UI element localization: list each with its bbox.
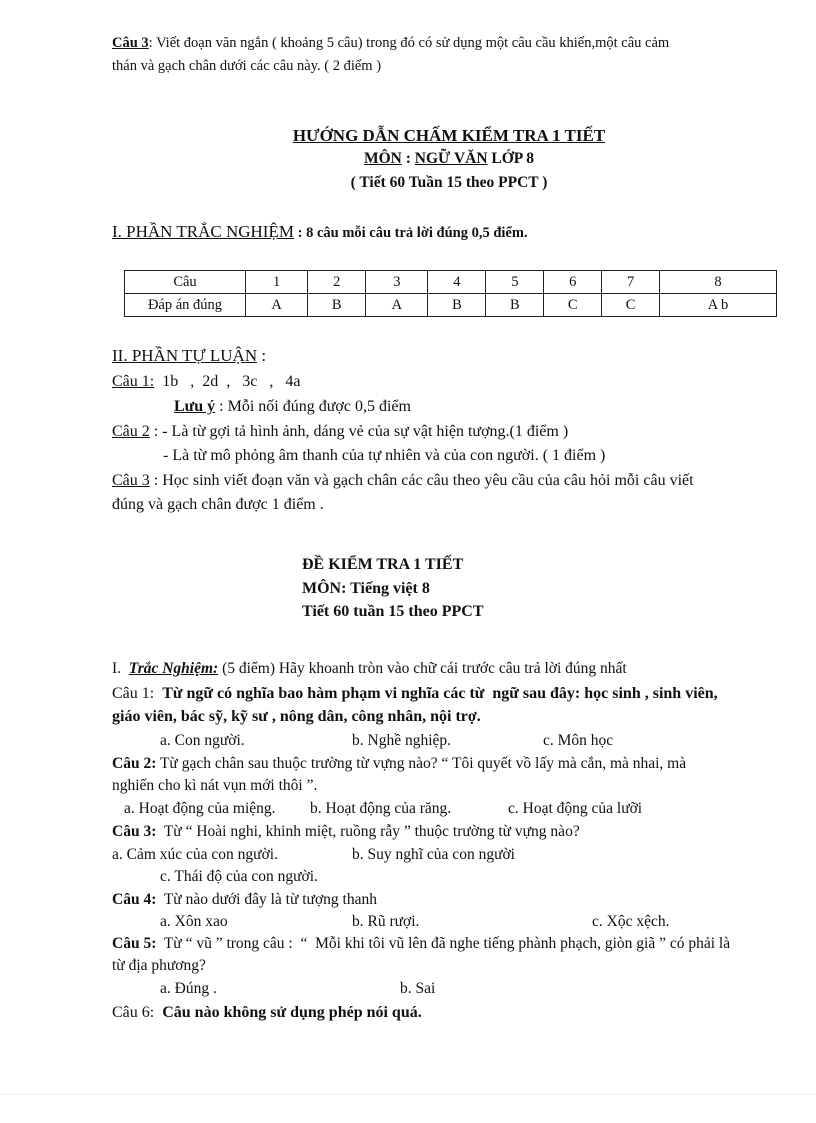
table-cell: C	[602, 294, 660, 317]
question-label: Câu 2:	[112, 755, 157, 772]
answer-table	[124, 270, 777, 317]
exam-question-2-line-2: nghiến cho kì nát vụn mới thôi ”.	[112, 777, 318, 794]
question-text: Từ gạch chân sau thuộc trường từ vựng nào? “ Tôi quyết vồ lấy mà cắn, mà nhai, mà	[156, 755, 687, 772]
answer-2-line-2: - Là từ mô phỏng âm thanh của tự nhiên và của con người. ( 1 điểm )	[163, 447, 606, 464]
subject-value: NGỮ VĂN	[414, 150, 488, 167]
table-row	[125, 294, 777, 317]
table-cell: 1	[246, 271, 308, 294]
section-text: (5 điểm) Hãy khoanh tròn vào chữ cái trước câu trả lời đúng nhất	[218, 660, 627, 677]
table-cell: 5	[486, 271, 544, 294]
exam-question-5-line-1	[112, 935, 730, 954]
option-a: a. Con người.	[160, 732, 245, 749]
question-label: Câu 6:	[112, 1004, 155, 1021]
answer-label: Câu 2	[112, 423, 150, 440]
table-header-cell: Đáp án đúng	[125, 294, 246, 317]
table-cell: 3	[366, 271, 428, 294]
question-3-line-1	[112, 35, 669, 52]
page-bottom-divider	[0, 1094, 816, 1095]
subject-sep: :	[401, 150, 415, 167]
option-a: a. Xôn xao	[160, 913, 228, 930]
question-label: Câu 1:	[112, 685, 163, 702]
section-2-colon: :	[257, 346, 267, 365]
option-a: a. Đúng .	[160, 980, 217, 997]
table-cell: A	[366, 294, 428, 317]
answer-text: : - Là từ gợi tả hình ảnh, dáng vẻ của sự vật hiện tượng.(1 điểm )	[149, 423, 569, 440]
table-cell: C	[544, 294, 602, 317]
question-label: Câu 3	[112, 35, 149, 51]
question-label: Câu 4:	[112, 891, 157, 908]
table-cell: B	[308, 294, 366, 317]
subject-label: MÔN	[363, 150, 402, 167]
option-a: a. Cảm xúc của con người.	[112, 846, 278, 863]
option-b: b. Rũ rượi.	[352, 913, 420, 930]
section-1-label: I. PHẦN TRẮC NGHIỆM	[112, 222, 294, 241]
note-text: : Mỗi nối đúng được 0,5 điểm	[215, 398, 411, 415]
option-c: c. Thái độ của con người.	[160, 868, 318, 885]
guide-title: HƯỚNG DẪN CHẤM KIỂM TRA 1 TIẾT	[292, 126, 606, 145]
section-2-label: II. PHẦN TỰ LUẬN	[112, 346, 258, 365]
table-cell: B	[486, 294, 544, 317]
answer-text: : Học sinh viết đoạn văn và gạch chân các câu theo yêu cầu của câu hỏi mỗi câu viết	[149, 472, 694, 489]
exam-question-5-line-2: từ địa phương?	[112, 957, 206, 974]
answer-1	[112, 372, 300, 391]
exam-question-3	[112, 823, 580, 842]
option-c: c. Xộc xệch.	[592, 913, 670, 930]
question-text: Câu nào không sử dụng phép nói quá.	[154, 1004, 422, 1021]
question-label: Câu 3:	[112, 823, 157, 840]
table-cell: A	[246, 294, 308, 317]
subject-class: LỚP 8	[487, 150, 535, 167]
question-text: Từ nào dưới đây là từ tượng thanh	[156, 891, 377, 908]
exam-period: Tiết 60 tuần 15 theo PPCT	[302, 603, 484, 620]
option-b: b. Hoạt động của răng.	[310, 800, 452, 817]
table-cell: 7	[602, 271, 660, 294]
note-label: Lưu ý	[174, 398, 216, 415]
question-text: Từ “ Hoài nghi, khinh miệt, ruồng rẫy ” thuộc trường từ vựng nào?	[156, 823, 580, 840]
section-1-note: : 8 câu mỗi câu trả lời đúng 0,5 điểm.	[293, 225, 528, 241]
table-cell: 8	[660, 271, 777, 294]
option-a: a. Hoạt động của miệng.	[124, 800, 276, 817]
answer-label: Câu 3	[112, 472, 150, 489]
section-prefix: I.	[112, 660, 129, 677]
note-line	[174, 397, 411, 416]
table-cell: 4	[428, 271, 486, 294]
question-3-line-2: thán và gạch chân dưới các câu này. ( 2 điểm )	[112, 58, 382, 74]
option-c: c. Hoạt động của lưỡi	[508, 800, 643, 817]
answer-text: 1b , 2d , 3c , 4a	[154, 373, 301, 390]
option-c: c. Môn học	[543, 732, 614, 749]
question-text: : Viết đoạn văn ngắn ( khoảng 5 câu) trong đó có sử dụng một câu cầu khiến,một câu cảm	[148, 35, 670, 51]
section-label: Trắc Nghiệm:	[128, 660, 219, 677]
question-text: Từ ngữ có nghĩa bao hàm phạm vi nghĩa các từ ngữ sau đây: học sinh , sinh viên,	[162, 685, 718, 702]
exam-subject: MÔN: Tiếng việt 8	[302, 580, 430, 597]
answer-label: Câu 1:	[112, 373, 155, 390]
table-cell: A b	[660, 294, 777, 317]
exam-question-2-line-1	[112, 755, 686, 774]
exam-question-1-line-2: giáo viên, bác sỹ, kỹ sư , nông dân, công nhân, nội trợ.	[112, 708, 481, 725]
option-b: b. Sai	[400, 980, 436, 997]
answer-3-line-1	[112, 471, 694, 490]
exam-question-6	[112, 1003, 422, 1022]
exam-title: ĐỀ KIỂM TRA 1 TIẾT	[302, 556, 464, 573]
option-b: b. Suy nghĩ của con người	[352, 846, 515, 863]
guide-subject	[0, 150, 816, 169]
table-cell: 6	[544, 271, 602, 294]
exam-question-1-line-1	[112, 684, 718, 703]
table-cell: 2	[308, 271, 366, 294]
exam-question-4	[112, 891, 377, 910]
question-label: Câu 5:	[112, 935, 157, 952]
section-1-heading	[112, 222, 528, 242]
answer-2-line-1	[112, 422, 568, 441]
answer-3-line-2: đúng và gạch chân được 1 điểm .	[112, 496, 324, 513]
section-2-heading	[112, 346, 266, 366]
guide-period: ( Tiết 60 Tuần 15 theo PPCT )	[350, 174, 548, 191]
option-b: b. Nghề nghiệp.	[352, 732, 452, 749]
table-cell: B	[428, 294, 486, 317]
table-row	[125, 271, 777, 294]
question-text: Từ “ vũ ” trong câu : “ Mỗi khi tôi vũ lên đã nghe tiếng phành phạch, giòn giã ” có phải là	[156, 935, 731, 952]
exam-section-1-heading	[112, 660, 627, 679]
table-header-cell: Câu	[125, 271, 246, 294]
